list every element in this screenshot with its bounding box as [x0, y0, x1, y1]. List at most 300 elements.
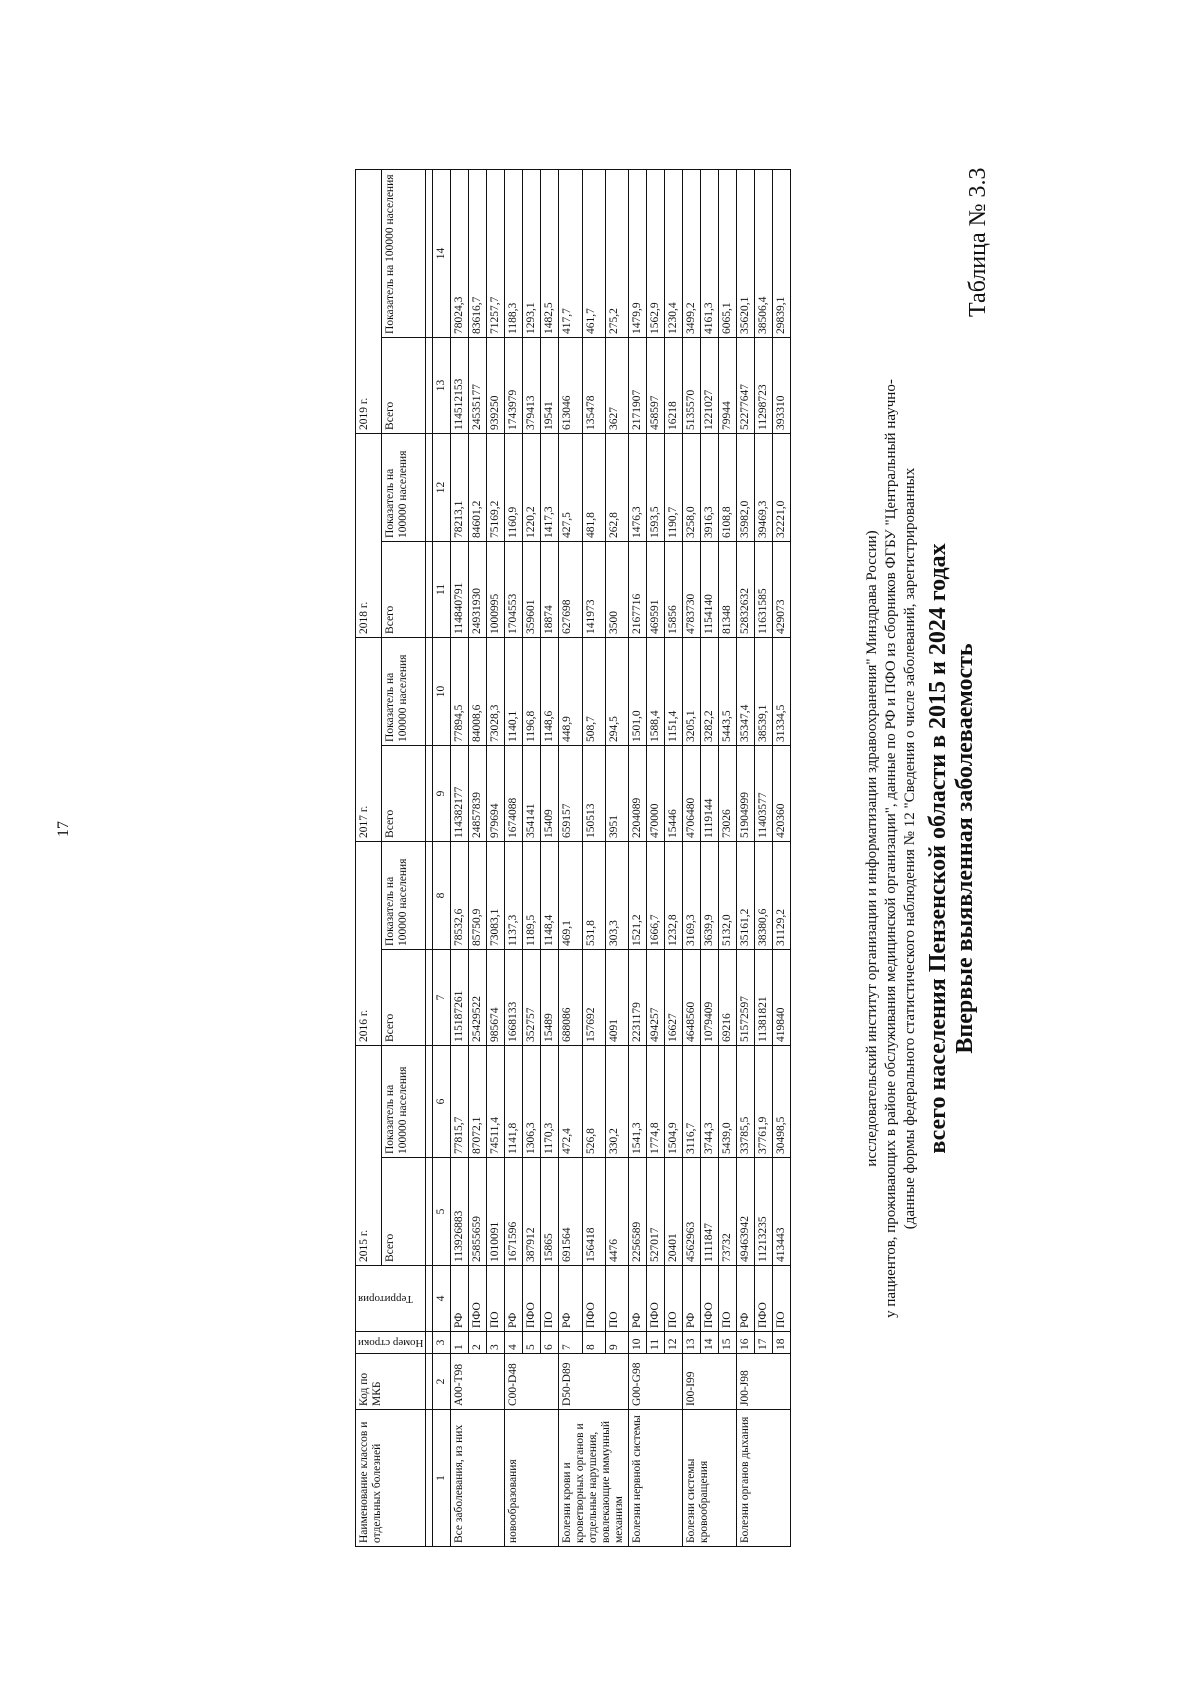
total-cases-cell: 979694 — [487, 745, 505, 841]
header-class-name: Наименование классов и отдельных болезней — [356, 1410, 426, 1547]
total-cases-cell: 150513 — [582, 745, 605, 841]
rate-per-100000-cell: 84601,2 — [469, 433, 487, 541]
row-number: 10 — [629, 1332, 647, 1354]
territory: РФ — [505, 1266, 523, 1332]
column-index: 8 — [433, 841, 451, 949]
rate-per-100000-cell: 75169,2 — [487, 433, 505, 541]
rate-per-100000-cell: 1230,4 — [665, 169, 683, 337]
spacer-cell — [426, 1158, 433, 1266]
rate-per-100000-cell: 1190,7 — [665, 433, 683, 541]
table-number: Таблица № 3.3 — [965, 167, 991, 317]
rate-per-100000-cell: 31334,5 — [773, 637, 791, 745]
rate-per-100000-cell: 3744,3 — [701, 1045, 719, 1157]
spacer-cell — [426, 841, 433, 949]
total-cases-cell: 387912 — [523, 1158, 541, 1266]
header-row-no-text: Номер строки — [358, 1337, 424, 1349]
total-cases-cell: 527017 — [647, 1158, 665, 1266]
disease-class-name: Болезни системы кровообращения — [683, 1410, 737, 1547]
column-index: 4 — [433, 1266, 451, 1332]
territory: ПО — [665, 1266, 683, 1332]
rate-per-100000-cell: 3639,9 — [701, 841, 719, 949]
table-row — [505, 169, 523, 1546]
rate-per-100000-cell: 38380,6 — [755, 841, 773, 949]
rate-per-100000-cell: 32221,0 — [773, 433, 791, 541]
rate-per-100000-cell: 417,7 — [559, 169, 582, 337]
rate-per-100000-cell: 531,8 — [582, 841, 605, 949]
total-cases-cell: 15865 — [541, 1158, 559, 1266]
total-cases-cell: 79944 — [719, 337, 737, 433]
total-cases-cell: 458597 — [647, 337, 665, 433]
total-cases-cell: 1010091 — [487, 1158, 505, 1266]
rate-per-100000-cell: 427,5 — [559, 433, 582, 541]
column-index: 11 — [433, 541, 451, 637]
total-cases-cell: 3627 — [606, 337, 629, 433]
rate-per-100000-cell: 29839,1 — [773, 169, 791, 337]
table-row — [451, 169, 469, 1546]
total-cases-cell: 11298723 — [755, 337, 773, 433]
total-cases-cell: 25855659 — [469, 1158, 487, 1266]
table-row — [523, 169, 541, 1546]
total-cases-cell: 69216 — [719, 949, 737, 1045]
spacer-cell — [426, 1332, 433, 1354]
total-cases-cell: 24931930 — [469, 541, 487, 637]
territory: ПФО — [701, 1266, 719, 1332]
rate-per-100000-cell: 84008,6 — [469, 637, 487, 745]
total-cases-cell: 157692 — [582, 949, 605, 1045]
total-cases-cell: 1674088 — [505, 745, 523, 841]
total-cases-cell: 2167716 — [629, 541, 647, 637]
rate-per-100000-cell: 78024,3 — [451, 169, 469, 337]
total-cases-cell: 113926883 — [451, 1158, 469, 1266]
table-row — [541, 169, 559, 1546]
row-number: 13 — [683, 1332, 701, 1354]
rate-per-100000-cell: 1141,8 — [505, 1045, 523, 1157]
table-row — [755, 169, 773, 1546]
total-cases-cell: 135478 — [582, 337, 605, 433]
column-index: 1 — [433, 1410, 451, 1547]
rate-per-100000-cell: 73083,1 — [487, 841, 505, 949]
rate-per-100000-cell: 5132,0 — [719, 841, 737, 949]
icd-code: А00-Т98 — [451, 1354, 505, 1410]
column-index-row — [433, 169, 451, 1546]
spacer-cell — [426, 949, 433, 1045]
row-number: 8 — [582, 1332, 605, 1354]
rate-per-100000-cell: 469,1 — [559, 841, 582, 949]
row-number: 18 — [773, 1332, 791, 1354]
header-year: 2019 г. — [356, 169, 382, 433]
title-line-2: всего населения Пензенской области в 2015 и 2024 годах — [925, 543, 951, 1154]
total-cases-cell: 419840 — [773, 949, 791, 1045]
spacer-cell — [426, 1266, 433, 1332]
rate-per-100000-cell: 1148,6 — [541, 637, 559, 745]
spacer-cell — [426, 433, 433, 541]
rate-per-100000-cell: 330,2 — [606, 1045, 629, 1157]
rate-per-100000-cell: 73028,3 — [487, 637, 505, 745]
total-cases-cell: 1119144 — [701, 745, 719, 841]
rate-per-100000-cell: 1504,9 — [665, 1045, 683, 1157]
header-territory-text: Территория — [358, 1293, 413, 1305]
total-cases-cell: 15409 — [541, 745, 559, 841]
table-row — [629, 169, 647, 1546]
subtitle-line-1: (данные формы федерального статистического наблюдения № 12 "Сведения о числе заболеваний, зарегистрированных — [902, 467, 918, 1230]
total-cases-cell: 20401 — [665, 1158, 683, 1266]
table-row — [683, 169, 701, 1546]
total-cases-cell: 1743979 — [505, 337, 523, 433]
spacer-cell — [426, 1410, 433, 1547]
table-row — [559, 169, 582, 1546]
rate-per-100000-cell: 1196,8 — [523, 637, 541, 745]
total-cases-cell: 24857839 — [469, 745, 487, 841]
total-cases-cell: 354141 — [523, 745, 541, 841]
rate-per-100000-cell: 85750,9 — [469, 841, 487, 949]
header-row-no — [356, 1332, 426, 1354]
territory: ПО — [487, 1266, 505, 1332]
row-number: 1 — [451, 1332, 469, 1354]
rate-per-100000-cell: 472,4 — [559, 1045, 582, 1157]
table-row — [665, 169, 683, 1546]
territory: РФ — [559, 1266, 582, 1332]
total-cases-cell: 3951 — [606, 745, 629, 841]
rate-per-100000-cell: 35620,1 — [737, 169, 755, 337]
total-cases-cell: 613046 — [559, 337, 582, 433]
total-cases-cell: 1704553 — [505, 541, 523, 637]
rate-per-100000-cell: 6065,1 — [719, 169, 737, 337]
row-number: 6 — [541, 1332, 559, 1354]
header-total: Всего — [381, 541, 426, 637]
territory: ПО — [719, 1266, 737, 1332]
total-cases-cell: 470000 — [647, 745, 665, 841]
total-cases-cell: 52832632 — [737, 541, 755, 637]
disease-class-name: новообразования — [505, 1410, 559, 1547]
header-total: Всего — [381, 337, 426, 433]
territory: ПО — [606, 1266, 629, 1332]
total-cases-cell: 11631585 — [755, 541, 773, 637]
rate-per-100000-cell: 3258,0 — [683, 433, 701, 541]
rate-per-100000-cell: 33785,5 — [737, 1045, 755, 1157]
territory: ПО — [541, 1266, 559, 1332]
morbidity-table — [355, 169, 791, 1547]
total-cases-cell: 2204089 — [629, 745, 647, 841]
rate-per-100000-cell: 1293,1 — [523, 169, 541, 337]
spacer-cell — [426, 1354, 433, 1410]
title-line-1: Впервые выявленная заболеваемость — [952, 643, 978, 1054]
total-cases-cell: 352757 — [523, 949, 541, 1045]
row-number: 17 — [755, 1332, 773, 1354]
rate-per-100000-cell: 1541,3 — [629, 1045, 647, 1157]
icd-code: D50-D89 — [559, 1354, 629, 1410]
total-cases-cell: 420360 — [773, 745, 791, 841]
territory: ПФО — [582, 1266, 605, 1332]
total-cases-cell: 49463942 — [737, 1158, 755, 1266]
table-row — [469, 169, 487, 1546]
rate-per-100000-cell: 1151,4 — [665, 637, 683, 745]
total-cases-cell: 469591 — [647, 541, 665, 637]
column-index: 3 — [433, 1332, 451, 1354]
territory: ПФО — [469, 1266, 487, 1332]
row-number: 14 — [701, 1332, 719, 1354]
header-rate: Показатель на 100000 населения — [381, 1045, 426, 1157]
rate-per-100000-cell: 1521,2 — [629, 841, 647, 949]
disease-class-name: Болезни крови и кроветворных органов и отдельные нарушения, вовлекающие иммунный механизм — [559, 1410, 629, 1547]
row-number: 2 — [469, 1332, 487, 1354]
total-cases-cell: 429073 — [773, 541, 791, 637]
rate-per-100000-cell: 78532,6 — [451, 841, 469, 949]
rate-per-100000-cell: 3282,2 — [701, 637, 719, 745]
total-cases-cell: 114840791 — [451, 541, 469, 637]
rate-per-100000-cell: 35161,2 — [737, 841, 755, 949]
rate-per-100000-cell: 38506,4 — [755, 169, 773, 337]
total-cases-cell: 52277647 — [737, 337, 755, 433]
total-cases-cell: 73732 — [719, 1158, 737, 1266]
icd-code: C00-D48 — [505, 1354, 559, 1410]
rate-per-100000-cell: 78213,1 — [451, 433, 469, 541]
header-rate: Показатель на 100000 населения — [381, 433, 426, 541]
table-row — [647, 169, 665, 1546]
row-number: 9 — [606, 1332, 629, 1354]
total-cases-cell: 1079409 — [701, 949, 719, 1045]
column-index: 5 — [433, 1158, 451, 1266]
rate-per-100000-cell: 3916,3 — [701, 433, 719, 541]
total-cases-cell: 16218 — [665, 337, 683, 433]
total-cases-cell: 939250 — [487, 337, 505, 433]
territory: ПФО — [755, 1266, 773, 1332]
table-body — [426, 169, 791, 1546]
total-cases-cell: 156418 — [582, 1158, 605, 1266]
total-cases-cell: 4476 — [606, 1158, 629, 1266]
rate-per-100000-cell: 1417,3 — [541, 433, 559, 541]
row-number: 5 — [523, 1332, 541, 1354]
rate-per-100000-cell: 39469,3 — [755, 433, 773, 541]
rate-per-100000-cell: 1562,9 — [647, 169, 665, 337]
rate-per-100000-cell: 5443,5 — [719, 637, 737, 745]
icd-code: I00-I99 — [683, 1354, 737, 1410]
rate-per-100000-cell: 526,8 — [582, 1045, 605, 1157]
territory: РФ — [629, 1266, 647, 1332]
rate-per-100000-cell: 1501,0 — [629, 637, 647, 745]
header-year: 2015 г. — [356, 1045, 382, 1265]
total-cases-cell: 18874 — [541, 541, 559, 637]
total-cases-cell: 1671596 — [505, 1158, 523, 1266]
total-cases-cell: 494257 — [647, 949, 665, 1045]
total-cases-cell: 1154140 — [701, 541, 719, 637]
territory: РФ — [451, 1266, 469, 1332]
row-number: 7 — [559, 1332, 582, 1354]
header-territory — [356, 1266, 426, 1332]
total-cases-cell: 691564 — [559, 1158, 582, 1266]
total-cases-cell: 73026 — [719, 745, 737, 841]
rate-per-100000-cell: 508,7 — [582, 637, 605, 745]
spacer-cell — [426, 745, 433, 841]
rate-per-100000-cell: 294,5 — [606, 637, 629, 745]
header-rate: Показатель на 100000 населения — [381, 637, 426, 745]
total-cases-cell: 413443 — [773, 1158, 791, 1266]
rate-per-100000-cell: 1220,2 — [523, 433, 541, 541]
rate-per-100000-cell: 3116,7 — [683, 1045, 701, 1157]
rate-per-100000-cell: 87072,1 — [469, 1045, 487, 1157]
rate-per-100000-cell: 275,2 — [606, 169, 629, 337]
column-index: 6 — [433, 1045, 451, 1157]
rate-per-100000-cell: 4161,3 — [701, 169, 719, 337]
spacer-cell — [426, 169, 433, 337]
rate-per-100000-cell: 1306,3 — [523, 1045, 541, 1157]
total-cases-cell: 15856 — [665, 541, 683, 637]
total-cases-cell: 81348 — [719, 541, 737, 637]
total-cases-cell: 11403577 — [755, 745, 773, 841]
rate-per-100000-cell: 31129,2 — [773, 841, 791, 949]
subtitle-line-3: исследовательский институт организации и информатизации здравоохранения" Минздрава России) — [864, 530, 880, 1167]
rate-per-100000-cell: 37761,9 — [755, 1045, 773, 1157]
rate-per-100000-cell: 3205,1 — [683, 637, 701, 745]
spacer-cell — [426, 1045, 433, 1157]
total-cases-cell: 51904999 — [737, 745, 755, 841]
rate-per-100000-cell: 35982,0 — [737, 433, 755, 541]
header-total: Всего — [381, 1158, 426, 1266]
disease-class-name: Болезни нервной системы — [629, 1410, 683, 1547]
rate-per-100000-cell: 262,8 — [606, 433, 629, 541]
total-cases-cell: 114382177 — [451, 745, 469, 841]
table-row — [582, 169, 605, 1546]
rate-per-100000-cell: 1148,4 — [541, 841, 559, 949]
header-rate: Показатель на 100000 населения — [381, 841, 426, 949]
spacer-cell — [426, 541, 433, 637]
rate-per-100000-cell: 38539,1 — [755, 637, 773, 745]
total-cases-cell: 659157 — [559, 745, 582, 841]
page-number: 17 — [55, 821, 72, 837]
table-row — [487, 169, 505, 1546]
rate-per-100000-cell: 77894,5 — [451, 637, 469, 745]
rate-per-100000-cell: 74511,4 — [487, 1045, 505, 1157]
rate-per-100000-cell: 1137,3 — [505, 841, 523, 949]
total-cases-cell: 15489 — [541, 949, 559, 1045]
territory: РФ — [683, 1266, 701, 1332]
total-cases-cell: 627698 — [559, 541, 582, 637]
rate-per-100000-cell: 1479,9 — [629, 169, 647, 337]
total-cases-cell: 1668133 — [505, 949, 523, 1045]
rate-per-100000-cell: 481,8 — [582, 433, 605, 541]
table-row — [737, 169, 755, 1546]
total-cases-cell: 4562963 — [683, 1158, 701, 1266]
territory: ПФО — [523, 1266, 541, 1332]
column-index: 14 — [433, 169, 451, 337]
subtitle-line-2: у пациентов, проживающих в районе обслуживания медицинской организации", данные по РФ и ПФО из сборников ФГБУ "Центральный научно- — [883, 379, 899, 1318]
territory: ПО — [773, 1266, 791, 1332]
rate-per-100000-cell: 6108,8 — [719, 433, 737, 541]
territory: ПФО — [647, 1266, 665, 1332]
rate-per-100000-cell: 71257,7 — [487, 169, 505, 337]
total-cases-cell: 393310 — [773, 337, 791, 433]
rate-per-100000-cell: 30498,5 — [773, 1045, 791, 1157]
disease-class-name: Болезни органов дыхания — [737, 1410, 791, 1547]
row-number: 3 — [487, 1332, 505, 1354]
spacer-cell — [426, 337, 433, 433]
total-cases-cell: 1000995 — [487, 541, 505, 637]
rate-per-100000-cell: 1476,3 — [629, 433, 647, 541]
total-cases-cell: 2231179 — [629, 949, 647, 1045]
rate-per-100000-cell: 1188,3 — [505, 169, 523, 337]
column-index: 10 — [433, 637, 451, 745]
total-cases-cell: 141973 — [582, 541, 605, 637]
rate-per-100000-cell: 3499,2 — [683, 169, 701, 337]
column-index: 7 — [433, 949, 451, 1045]
total-cases-cell: 19541 — [541, 337, 559, 433]
total-cases-cell: 359601 — [523, 541, 541, 637]
header-year: 2018 г. — [356, 433, 382, 637]
total-cases-cell: 11381821 — [755, 949, 773, 1045]
total-cases-cell: 4091 — [606, 949, 629, 1045]
total-cases-cell: 51572597 — [737, 949, 755, 1045]
table-row — [773, 169, 791, 1546]
rate-per-100000-cell: 3169,3 — [683, 841, 701, 949]
spacer-row — [426, 169, 433, 1546]
rate-per-100000-cell: 1170,3 — [541, 1045, 559, 1157]
total-cases-cell: 3500 — [606, 541, 629, 637]
column-index: 12 — [433, 433, 451, 541]
rate-per-100000-cell: 77815,7 — [451, 1045, 469, 1157]
rate-per-100000-cell: 1140,1 — [505, 637, 523, 745]
total-cases-cell: 4706480 — [683, 745, 701, 841]
header-year: 2017 г. — [356, 637, 382, 841]
total-cases-cell: 2171907 — [629, 337, 647, 433]
header-year: 2016 г. — [356, 841, 382, 1045]
total-cases-cell: 114512153 — [451, 337, 469, 433]
disease-class-name: Все заболевания, из них — [451, 1410, 505, 1547]
total-cases-cell: 1221027 — [701, 337, 719, 433]
row-number: 16 — [737, 1332, 755, 1354]
icd-code: J00-J98 — [737, 1354, 791, 1410]
table-row — [606, 169, 629, 1546]
total-cases-cell: 688086 — [559, 949, 582, 1045]
territory: РФ — [737, 1266, 755, 1332]
rate-per-100000-cell: 1593,5 — [647, 433, 665, 541]
table-row — [701, 169, 719, 1546]
header-rate: Показатель на 100000 населения — [381, 169, 426, 337]
total-cases-cell: 2256589 — [629, 1158, 647, 1266]
spacer-cell — [426, 637, 433, 745]
header-icd-code: Код по МКБ — [356, 1354, 426, 1410]
column-index: 2 — [433, 1354, 451, 1410]
rate-per-100000-cell: 1160,9 — [505, 433, 523, 541]
total-cases-cell: 1111847 — [701, 1158, 719, 1266]
row-number: 4 — [505, 1332, 523, 1354]
row-number: 15 — [719, 1332, 737, 1354]
column-index: 9 — [433, 745, 451, 841]
rate-per-100000-cell: 83616,7 — [469, 169, 487, 337]
table-row — [719, 169, 737, 1546]
total-cases-cell: 4648560 — [683, 949, 701, 1045]
total-cases-cell: 16627 — [665, 949, 683, 1045]
icd-code: G00-G98 — [629, 1354, 683, 1410]
rate-per-100000-cell: 1588,4 — [647, 637, 665, 745]
header-total: Всего — [381, 745, 426, 841]
rate-per-100000-cell: 5439,0 — [719, 1045, 737, 1157]
total-cases-cell: 24535177 — [469, 337, 487, 433]
row-number: 11 — [647, 1332, 665, 1354]
total-cases-cell: 5135570 — [683, 337, 701, 433]
rate-per-100000-cell: 1232,8 — [665, 841, 683, 949]
total-cases-cell: 379413 — [523, 337, 541, 433]
total-cases-cell: 115187261 — [451, 949, 469, 1045]
total-cases-cell: 11213235 — [755, 1158, 773, 1266]
total-cases-cell: 985674 — [487, 949, 505, 1045]
row-number: 12 — [665, 1332, 683, 1354]
header-total: Всего — [381, 949, 426, 1045]
rate-per-100000-cell: 1189,5 — [523, 841, 541, 949]
rate-per-100000-cell: 1482,5 — [541, 169, 559, 337]
rate-per-100000-cell: 303,3 — [606, 841, 629, 949]
rate-per-100000-cell: 35347,4 — [737, 637, 755, 745]
total-cases-cell: 15446 — [665, 745, 683, 841]
total-cases-cell: 4783730 — [683, 541, 701, 637]
